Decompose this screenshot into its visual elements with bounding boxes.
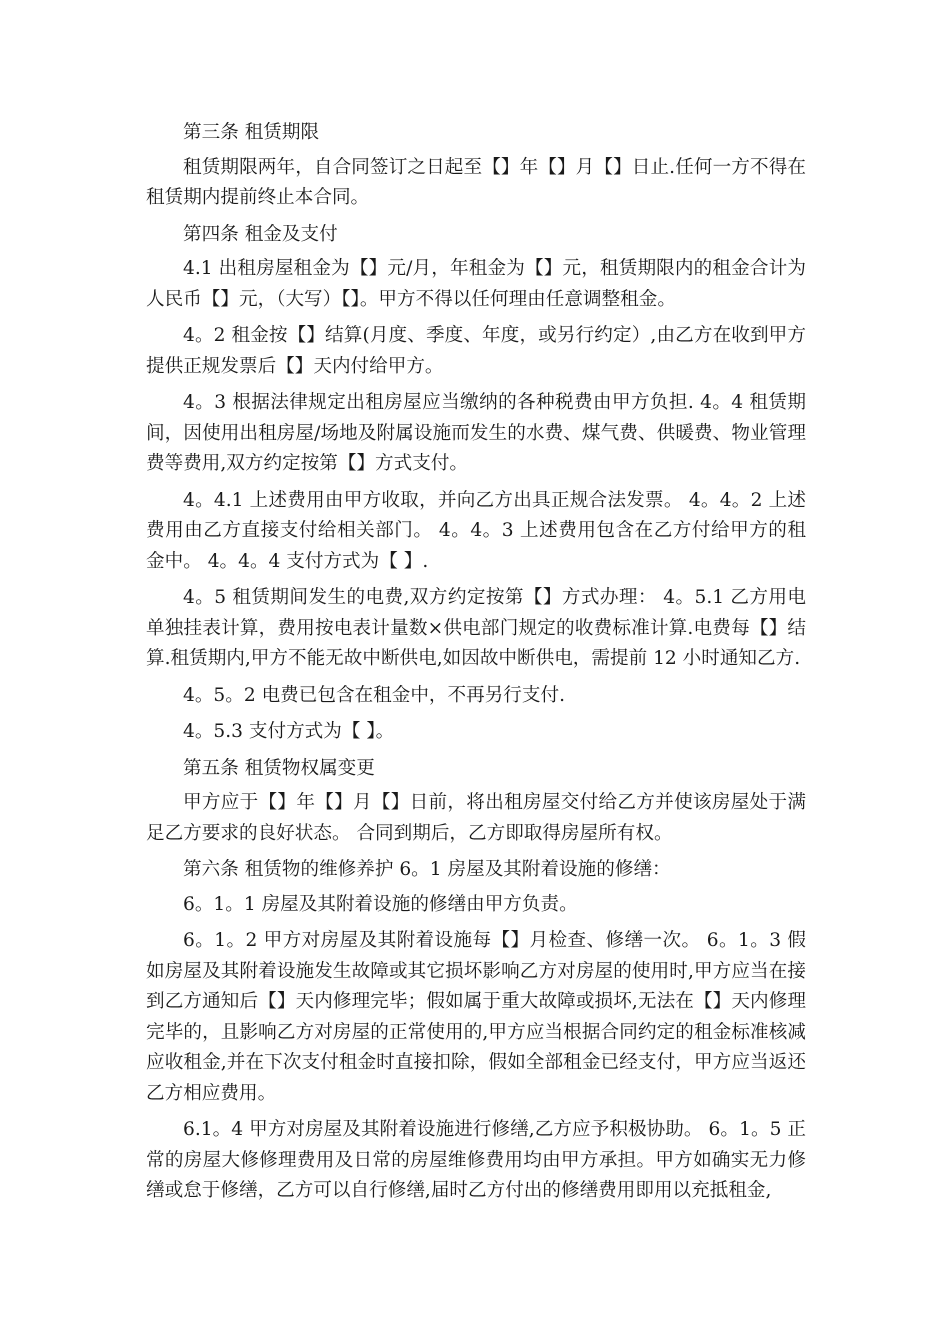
clause-4-5-2: 4。5。2 电费已包含在租金中，不再另行支付.: [183, 684, 565, 706]
clause-6-1-1: 6。1。1 房屋及其附着设施的修缮由甲方负责。: [183, 893, 578, 915]
lease-term-paragraph: 租赁期限两年，自合同签订之日起至【】年【】月【】日止.任何一方不得在租赁期内提前终止本合同。: [146, 156, 806, 208]
clause-6-1-4: 6.1。4 甲方对房屋及其附着设施进行修缮,乙方应予积极协助。 6。1。5 正常的房屋大修修理费用及日常的房屋维修费用均由甲方承担。甲方如确实无力修缮或怠于修缮，乙方可以自行修缮,届时乙方付出的修缮费用即用以充抵租金,: [146, 1119, 806, 1201]
clause-4-5: 4。5 租赁期间发生的电费,双方约定按第【】方式办理： 4。5.1 乙方用电单独挂表计算，费用按电表计量数×供电部门规定的收费标准计算.电费每【】结算.租赁期内,甲方不能无故中断供电,如因故中断供电，需提前 12 小时通知乙方.: [146, 587, 806, 669]
article-3-heading: 第三条 租赁期限: [183, 122, 320, 143]
clause-6-1-2: 6。1。2 甲方对房屋及其附着设施每【】月检查、修缮一次。 6。1。3 假如房屋及其附着设施发生故障或其它损坏影响乙方对房屋的使用时,甲方应当在接到乙方通知后【】天内修理完毕；假如属于重大故障或损坏,无法在【】天内修理完毕的，且影响乙方对房屋的正常使用的,甲方应当根据合同约定的租金标准核减应收租金,并在下次支付租金时直接扣除，假如全部租金已经支付，甲方应当返还乙方相应费用。: [146, 930, 806, 1104]
clause-4-3: 4。3 根据法律规定出租房屋应当缴纳的各种税费由甲方负担. 4。4 租赁期间，因使用出租房屋/场地及附属设施而发生的水费、煤气费、供暖费、物业管理费等费用,双方约定按第【】方式支付。: [146, 392, 806, 474]
clause-4-5-3: 4。5.3 支付方式为【 】。: [183, 721, 395, 742]
clause-4-1: 4.1 出租房屋租金为【】元/月，年租金为【】元，租赁期限内的租金合计为人民币【】元，（大写）【】。甲方不得以任何理由任意调整租金。: [146, 258, 806, 310]
article-4-heading: 第四条 租金及支付: [183, 223, 338, 245]
clause-4-2: 4。2 租金按【】结算(月度、季度、年度，或另行约定）,由乙方在收到甲方提供正规发票后【】天内付给甲方。: [146, 325, 806, 377]
document-page: [146, 118, 806, 1213]
ownership-transfer-paragraph: 甲方应于【】年【】月【】日前，将出租房屋交付给乙方并使该房屋处于满足乙方要求的良好状态。 合同到期后，乙方即取得房屋所有权。: [146, 792, 806, 844]
clause-4-4-1: 4。4.1 上述费用由甲方收取，并向乙方出具正规合法发票。 4。4。2 上述费用由乙方直接支付给相关部门。 4。4。3 上述费用包含在乙方付给甲方的租金中。 4。4。4 支付方式为【 】.: [146, 489, 806, 572]
article-5-heading: 第五条 租赁物权属变更: [183, 757, 375, 779]
article-6-heading: 第六条 租赁物的维修养护 6。1 房屋及其附着设施的修缮：: [183, 859, 671, 880]
